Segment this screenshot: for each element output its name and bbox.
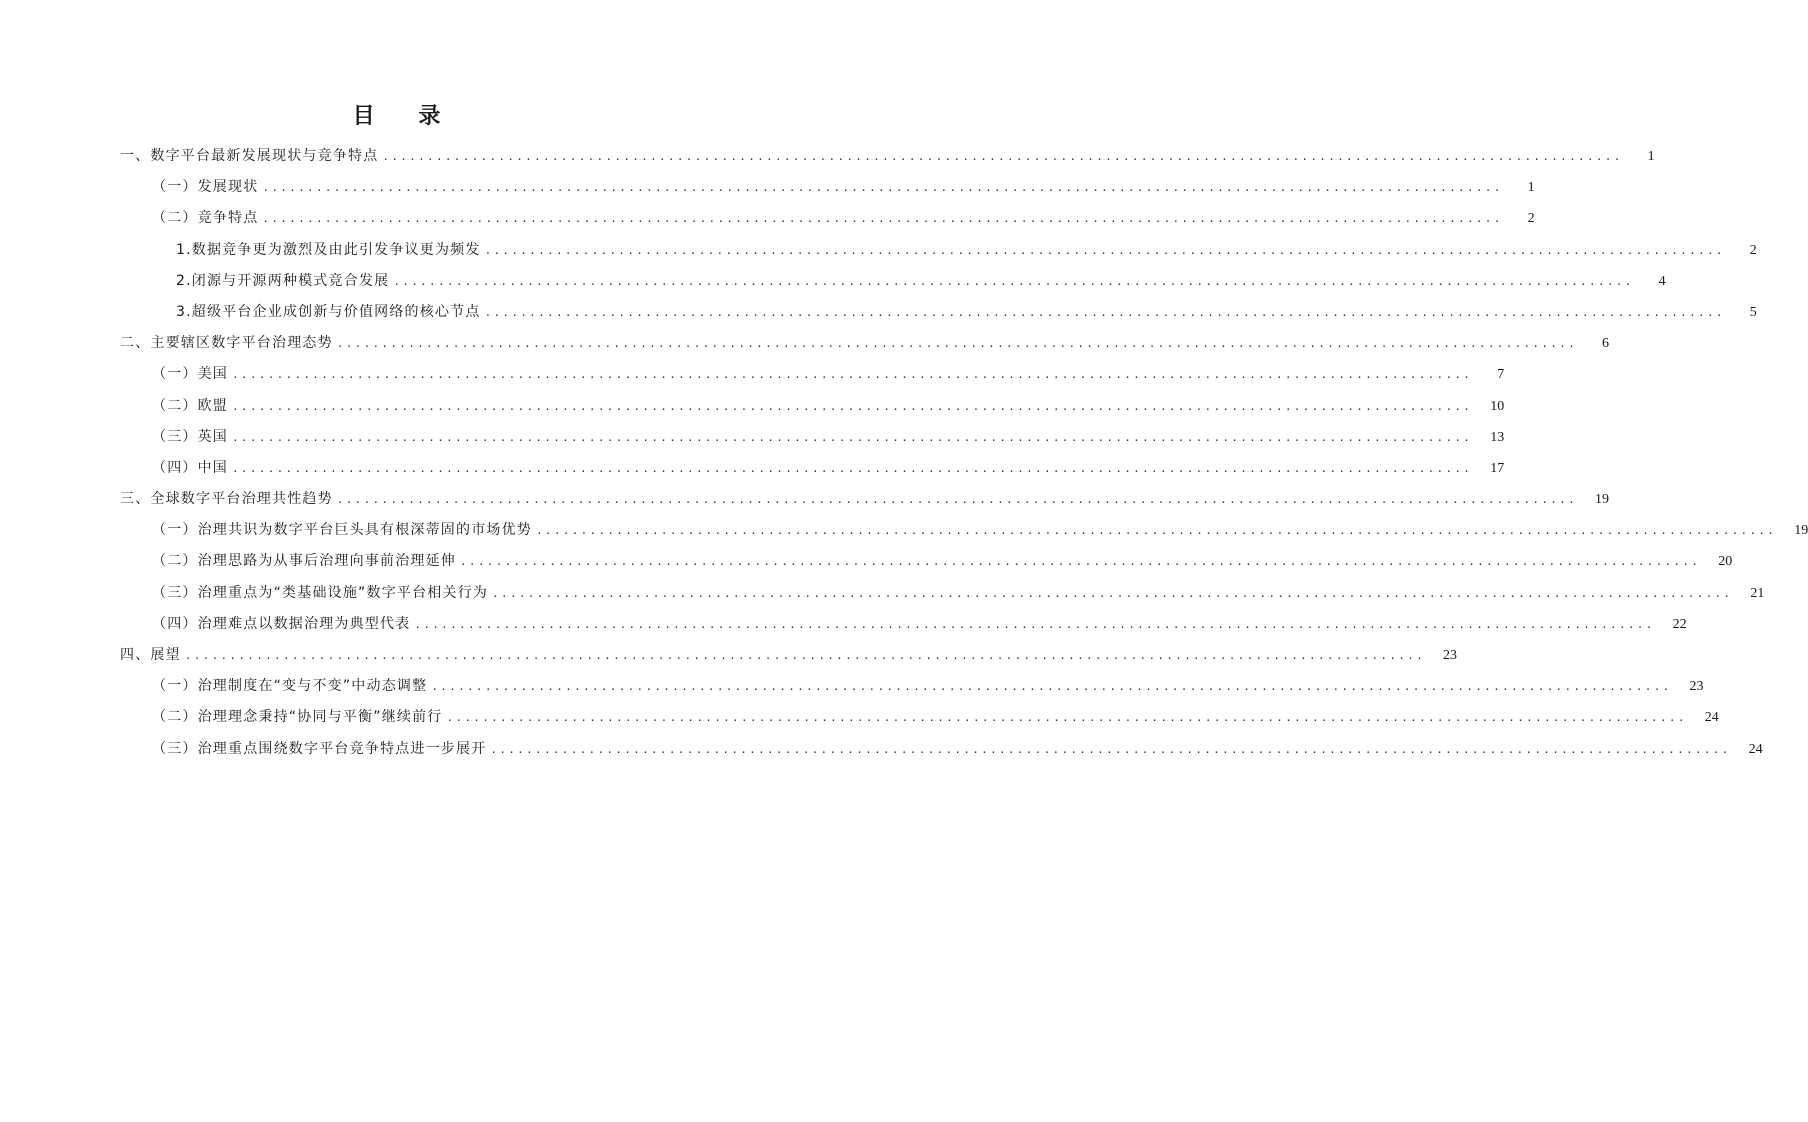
- toc-dot-leader: ...........................................................................................................................................: [232, 368, 1473, 382]
- toc-page-number: 24: [1748, 741, 1763, 757]
- toc-entry-text: （一）治理共识为数字平台巨头具有根深蒂固的市场优势: [152, 522, 532, 539]
- toc-entry-section-3[interactable]: [0, 484, 1610, 515]
- toc-dot-leader: ...........................................................................................................................................: [262, 181, 1503, 195]
- toc-dot-leader: ...........................................................................................................................................: [336, 493, 1578, 507]
- toc-page-number: 22: [1672, 616, 1687, 632]
- toc-entry-3-4[interactable]: [0, 609, 1687, 640]
- page-title: 目 录: [352, 104, 459, 129]
- toc-entry-text: 3.超级平台企业成创新与价值网络的核心节点: [176, 303, 481, 320]
- toc-page-number: 21: [1750, 585, 1765, 601]
- toc-entry-3-3[interactable]: [0, 578, 1765, 609]
- toc-page-number: 17: [1490, 460, 1505, 476]
- toc-dot-leader: ...........................................................................................................................................: [484, 305, 1725, 319]
- toc-entry-text: 1.数据竞争更为激烈及由此引发争议更为频发: [176, 241, 481, 258]
- toc-entry-3-2[interactable]: [0, 546, 1733, 577]
- toc-entry-2-3[interactable]: [0, 422, 1505, 453]
- toc-entry-text: （一）发展现状: [152, 179, 259, 196]
- toc-entry-text: （三）英国: [152, 428, 228, 445]
- toc-entry-3-1[interactable]: [0, 515, 1808, 546]
- toc-page-number: 2: [1527, 211, 1535, 227]
- toc-entry-text: （三）治理重点围绕数字平台竞争特点进一步展开: [152, 740, 487, 757]
- toc-page-number: 20: [1718, 554, 1733, 570]
- toc-dot-leader: ...........................................................................................................................................: [184, 649, 1426, 662]
- toc-dot-leader: ...........................................................................................................................................: [232, 461, 1473, 475]
- toc-page-number: 19: [1595, 492, 1610, 508]
- toc-entry-text: （二）治理思路为从事后治理向事前治理延伸: [152, 553, 456, 570]
- toc-page-number: 4: [1658, 273, 1666, 289]
- toc-entry-section-2[interactable]: [0, 328, 1610, 359]
- toc-entry-1-2-1[interactable]: [0, 235, 1757, 266]
- toc-entry-2-1[interactable]: [0, 359, 1505, 390]
- toc-page-number: 7: [1497, 367, 1505, 383]
- toc-entry-text: （一）治理制度在“变与不变”中动态调整: [152, 678, 428, 695]
- toc-entry-2-2[interactable]: [0, 391, 1505, 422]
- toc-dot-leader: ...........................................................................................................................................: [492, 586, 1733, 600]
- toc-page-number: 1: [1527, 180, 1535, 196]
- toc-entry-section-1[interactable]: [0, 141, 1655, 172]
- toc-dot-leader: ...........................................................................................................................................: [460, 555, 1701, 569]
- toc-dot-leader: ...........................................................................................................................................: [490, 742, 1731, 756]
- toc-page-number: 1: [1647, 149, 1655, 164]
- toc-entry-text: 二、主要辖区数字平台治理态势: [120, 335, 333, 352]
- toc-entry-text: （二）治理理念秉持“协同与平衡”继续前行: [152, 709, 443, 726]
- toc-dot-leader: ...........................................................................................................................................: [446, 711, 1687, 725]
- toc-entry-text: （三）治理重点为“类基础设施”数字平台相关行为: [152, 584, 489, 601]
- toc-entry-4-2[interactable]: [0, 702, 1719, 733]
- toc-entry-1-2-3[interactable]: [0, 297, 1757, 328]
- toc-entry-1-2[interactable]: [0, 203, 1535, 234]
- toc-entry-text: （二）竞争特点: [152, 210, 259, 227]
- toc-entry-4-3[interactable]: [0, 734, 1763, 765]
- toc-dot-leader: ...........................................................................................................................................: [336, 337, 1578, 351]
- toc-page-number: 23: [1689, 679, 1704, 695]
- toc-dot-leader: ...........................................................................................................................................: [393, 274, 1634, 288]
- toc-page-number: 19: [1794, 523, 1808, 539]
- toc-dot-leader: ...........................................................................................................................................: [232, 399, 1473, 413]
- toc-page-number: 5: [1749, 304, 1757, 320]
- toc-entry-1-2-2[interactable]: [0, 266, 1666, 297]
- toc-entry-text: 一、数字平台最新发展现状与竞争特点: [120, 148, 379, 164]
- toc-dot-leader: ...........................................................................................................................................: [262, 212, 1503, 226]
- toc-entry-text: （一）美国: [152, 366, 228, 383]
- toc-entry-text: 四、展望: [120, 647, 181, 663]
- toc-dot-leader: ...........................................................................................................................................: [414, 617, 1655, 631]
- toc-entry-section-4[interactable]: [0, 640, 1458, 671]
- toc-entry-text: 2.闭源与开源两种模式竞合发展: [176, 272, 390, 289]
- toc-dot-leader: ...........................................................................................................................................: [536, 524, 1777, 538]
- toc-entry-1-1[interactable]: [0, 172, 1535, 203]
- toc-page-number: 2: [1749, 242, 1757, 258]
- toc-dot-leader: ...........................................................................................................................................: [232, 430, 1473, 444]
- toc-dot-leader: ...........................................................................................................................................: [431, 680, 1672, 694]
- table-of-contents: [0, 141, 1808, 765]
- toc-page-number: 6: [1602, 336, 1610, 352]
- toc-page-number: 23: [1443, 648, 1458, 663]
- toc-page-number: 24: [1704, 710, 1719, 726]
- toc-page-number: 13: [1490, 429, 1505, 445]
- toc-entry-2-4[interactable]: [0, 453, 1505, 484]
- toc-dot-leader: ...........................................................................................................................................: [382, 150, 1623, 163]
- toc-entry-text: （四）中国: [152, 459, 228, 476]
- toc-entry-text: （四）治理难点以数据治理为典型代表: [152, 615, 411, 632]
- toc-entry-4-1[interactable]: [0, 671, 1704, 702]
- toc-dot-leader: ...........................................................................................................................................: [484, 243, 1725, 257]
- toc-entry-text: （二）欧盟: [152, 397, 228, 414]
- toc-page-number: 10: [1490, 398, 1505, 414]
- toc-entry-text: 三、全球数字平台治理共性趋势: [120, 491, 333, 508]
